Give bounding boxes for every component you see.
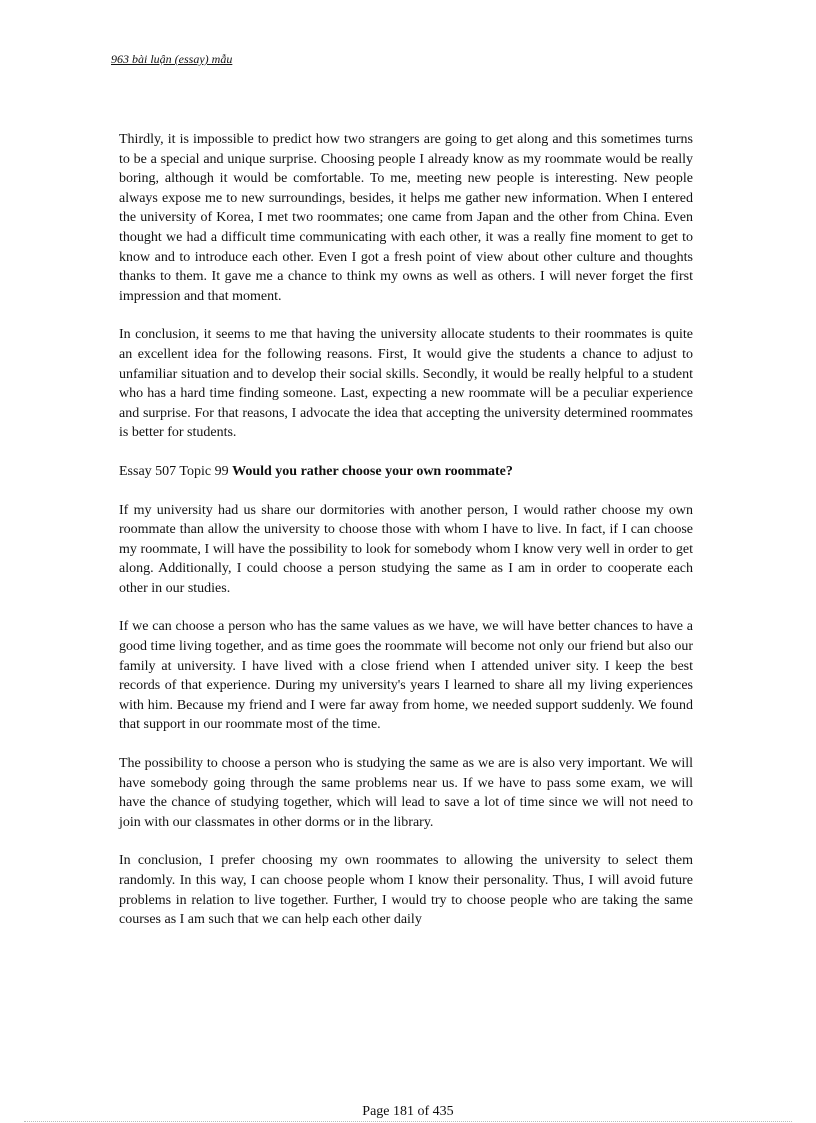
running-header: 963 bài luận (essay) mẫu <box>111 52 233 66</box>
essay-body <box>119 130 693 949</box>
paragraph-conclusion-choose: In conclusion, I prefer choosing my own roommates to allowing the university to select them randomly. In this way, I can choose people whom I know their personality. Thus, I will avoid future problems in relation to live together. Further, I would try to choose people who are taking the same courses as I am such that we can help each other daily <box>119 853 693 928</box>
paragraph-values: If we can choose a person who has the same values as we have, we will have better chances to have a good time living together, and as time goes the roommate will become not only our friend but also our family at university. I have lived with a close friend when I attended univer sity. I keep the best records of that experience. During my university's years I learned to share all my living experiences with him. Because my friend and I were far away from home, we needed support suddenly. We found that support in our roommate most of the time. <box>119 619 693 733</box>
paragraph-conclusion-allocate: In conclusion, it seems to me that having the university allocate students to their roommates is quite an excellent idea for the following reasons. First, It would give the students a chance to adjust to unfamiliar situation and to develop their social skills. Secondly, it would be really helpful to a student who has a hard time finding someone. Last, expecting a new roommate will be a peculiar experience and surprise. For that reasons, I advocate the idea that accepting the university determined roommates is better for students. <box>119 327 693 441</box>
essay-heading <box>119 462 693 482</box>
essay-topic-title: Would you rather choose your own roommate? <box>232 463 513 479</box>
paragraph-intro: If my university had us share our dormitories with another person, I would rather choose my own roommate than allow the university to choose those with whom I have to live. In fact, if I can choose my roommate, I will have the possibility to look for somebody whom I know very well in order to get along. Additionally, I could choose a person studying the same as I am in order to cooperate each other in our studies. <box>119 502 693 596</box>
page-number: Page 181 of 435 <box>362 1104 454 1119</box>
essay-number: Essay 507 Topic 99 <box>119 463 229 479</box>
paragraph-studying: The possibility to choose a person who is studying the same as we are is also very important. We will have somebody going through the same problems near us. If we have to pass some exam, we will have the chance of studying together, which will lead to save a lot of time since we will not need to join with our classmates in other dorms or in the library. <box>119 756 693 830</box>
paragraph-thirdly: Thirdly, it is impossible to predict how two strangers are going to get along and this sometimes turns to be a special and unique surprise. Choosing people I already know as my roommate would be really boring, although it would be comfortable. To me, meeting new people is interesting. New people always expose me to new surroundings, besides, it helps me gather new information. When I entered the university of Korea, I met two roommates; one came from Japan and the other from China. Even thought we had a difficult time communicating with each other, it was a really fine moment to get to know and to introduce each other. Even I got a fresh point of view about other culture and thoughts thanks to them. It gave me a chance to think my owns as well as others. I will never forget the first impression and that moment. <box>119 132 693 304</box>
footer-divider <box>24 1121 792 1122</box>
